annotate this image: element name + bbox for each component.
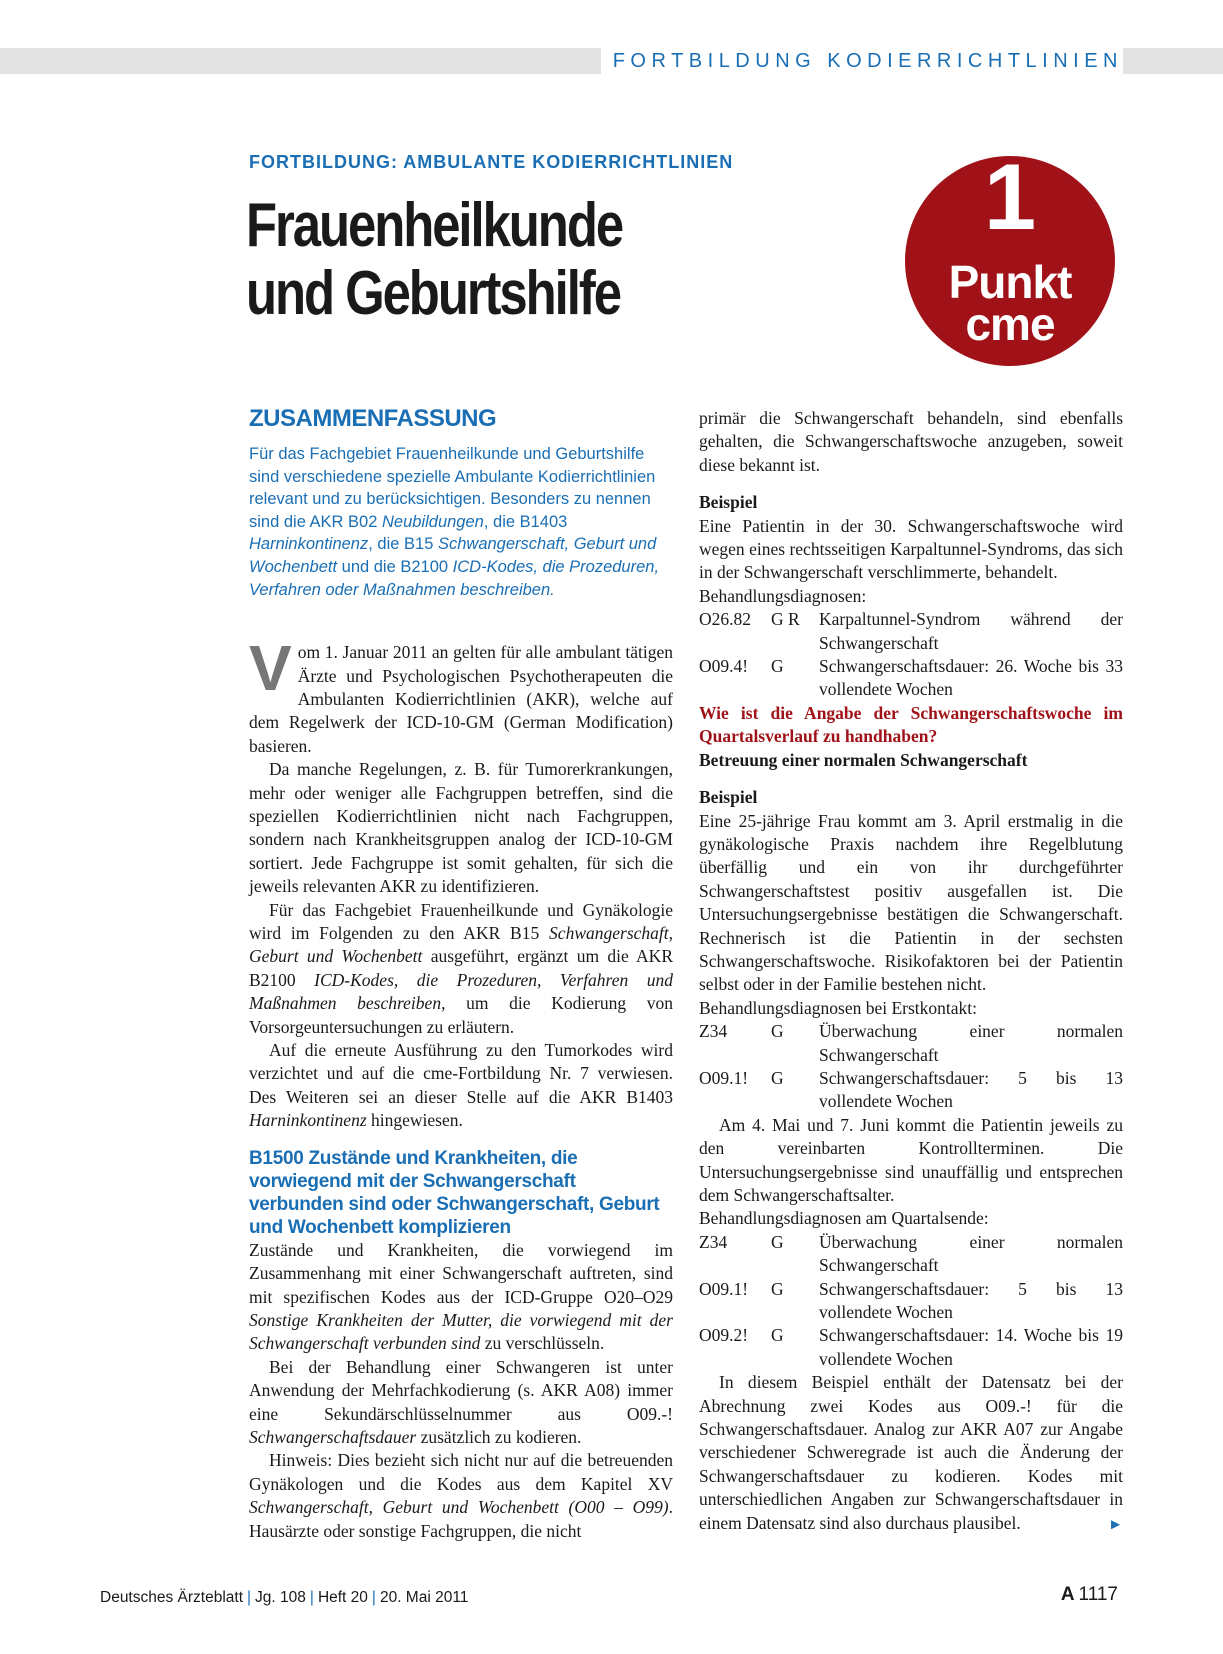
left-body [249,632,674,1133]
page-prefix: A [1060,1584,1075,1605]
text-run: Bei der Behandlung einer Schwangeren ist unter Anwendung der Mehrfachkodierung (s. AKR A08) immer eine Sekundärschlüsselnummer aus O09.-! [249,1356,673,1424]
text-italic: Sonstige Krankheiten der Mutter, die vorwiegend mit der Schwangerschaft verbunden sind [249,1309,673,1354]
text-italic: ICD-Kodes, die Prozeduren, Verfahren und Maßnahmen beschreiben, [249,969,673,1014]
intro-text: om 1. Januar 2011 an gelten für alle ambulant tätigen Ärzte und Psychologischen Psychotherapeuten die Ambulanten Kodierrichtlinien (AKR), welche auf dem Regelwerk der ICD-10-GM (German Modification) basieren. [249,642,673,756]
text-run: um die Kodierung von Vorsorgeuntersuchungen zu erläutern. [249,993,674,1037]
diagnosis-code: Z34 [699,1231,728,1252]
example-text: Eine 25-jährige Frau kommt am 3. April erstmalig in die gynäkologische Praxis nachdem ihre Regelblutung überfällig und ein von ihr durchgeführter Schwangerschaftstest positiv ausgefallen ist. Die Untersuchungsergebnisse bestätigen die Schwangerschaft. Rechnerisch ist die Patientin in der sechsten Schwangerschaftswoche. Risikofaktoren bei der Patientin selbst oder in der Familie bestehen nicht. [699,810,1123,995]
left-column [249,405,673,1543]
diagnosis-list-1 [699,608,1123,702]
summary-italic: ICD-Kodes, die Prozeduren, Verfahren oder Maßnahmen beschreiben. [249,557,660,599]
diagnosis-row [699,1020,1123,1067]
body-paragraph [699,1371,1123,1535]
section-heading-b1500: B1500 Zustände und Krankheiten, die vorwiegend mit der Schwangerschaft verbunden sind oder Schwangerschaft, Geburt und Wochenbett komplizieren [249,1147,660,1238]
diagnosis-row [699,1278,1123,1325]
article-title [246,192,622,328]
text-run: Hinweis: Dies bezieht sich nicht nur auf die betreuenden Gynäkologen und die Kodes aus dem Kapitel XV [249,1450,673,1494]
diagnosis-list-2 [699,1020,1123,1114]
title-line-2: und Geburtshilfe [246,259,620,328]
diagnosis-flag: G [771,1231,784,1252]
diagnosis-code: O09.4! [699,656,749,677]
footer-separator: | [371,1589,376,1606]
diagnosis-desc: Schwangerschaftsdauer: 14. Woche bis 19 vollendete Wochen [819,1325,1123,1369]
footer-citation [100,1589,468,1607]
subheading: Betreuung einer normalen Schwangerschaft [699,749,1028,770]
journal-date: 20. Mai 2011 [379,1589,469,1606]
summary-italic: Schwangerschaft, Geburt und Wochenbett [249,535,657,576]
left-body-2 [249,1239,673,1543]
diagnosis-flag: G [771,1021,784,1042]
diagnosis-flag: G [771,656,784,677]
diagnoses-label: Behandlungsdiagnosen: [699,585,867,606]
badge-label-cme: cme [965,298,1055,350]
journal-volume: Jg. 108 [255,1589,306,1606]
example-label: Beispiel [699,787,758,808]
diagnosis-flag: G R [771,609,800,630]
body-paragraph [249,1356,673,1450]
body-paragraph [249,1239,673,1356]
diagnosis-row [699,1231,1123,1278]
diagnosis-code: O09.1! [699,1067,749,1088]
text-italic: Harninkontinenz [249,1110,367,1131]
text-run: . Hausärzte oder sonstige Fachgruppen, die nicht [249,1497,673,1541]
summary-part: , die B1403 [483,512,568,531]
text-italic: Schwangerschaftsdauer [249,1426,417,1447]
footer-separator: | [247,1589,252,1606]
text-run: In diesem Beispiel enthält der Datensatz bei der Abrechnung zwei Kodes aus O09.-! für die Schwangerschaftsdauer. Analog zur AKR A07 zur Angabe verschiedener Schweregrade ist auch die Änderung der Schwangerschaftsdauer zu kodieren. Kodes mit unterschiedlichen Angaben zur Schwangerschaftsdauer in einem Datensatz sind also durchaus plausibel. [699,1372,1123,1533]
intro-paragraph [249,632,673,758]
diagnosis-desc: Schwangerschaftsdauer: 26. Woche bis 33 vollendete Wochen [819,656,1123,700]
page-number [1061,1584,1118,1606]
body-paragraph [249,899,673,1039]
running-head: FORTBILDUNG KODIERRICHTLINIEN [601,48,1123,74]
body-paragraph: Am 4. Mai und 7. Juni kommt die Patientin jeweils zu den vereinbarten Kontrollterminen. Die Untersuchungsergebnisse sind unauffällig und entsprechen dem Schwangerschaftsalter. [699,1114,1123,1205]
diagnosis-desc: Schwangerschaftsdauer: 5 bis 13 vollendete Wochen [819,1278,1123,1323]
body-paragraph [249,1449,673,1543]
question-heading: Wie ist die Angabe der Schwangerschaftswoche im Quartalsverlauf zu handhaben? [699,702,1123,747]
diagnosis-list-3 [699,1231,1123,1371]
diagnosis-code: Z34 [699,1021,728,1042]
diagnosis-code: O09.2! [699,1325,749,1346]
continue-arrow-icon[interactable]: ► [1108,1516,1123,1533]
text-italic: Schwangerschaft, Geburt und Wochenbett (O00 – O99) [249,1497,669,1518]
summary-part: Für das Fachgebiet Frauenheilkunde und Geburtshilfe sind verschiedene spezielle Ambulante Kodierrichtlinien relevant und zu berücksichtigen. Besonders zu nennen sind die AKR B02 [249,445,656,531]
body-paragraph [249,1039,673,1133]
text-italic: Schwangerschaft, Geburt und Wochenbett [249,923,673,967]
diagnosis-row [699,655,1123,702]
summary-italic: Neubildungen [382,512,484,531]
summary-text [249,443,673,601]
summary-heading: ZUSAMMENFASSUNG [249,405,497,432]
diagnosis-desc: Überwachung einer normalen Schwangerschaft [819,1231,1123,1276]
text-run: Für das Fachgebiet Frauenheilkunde und Gynäkologie wird im Folgenden zu den AKR B15 [249,899,673,944]
right-column [699,407,1123,1537]
article-kicker: FORTBILDUNG: AMBULANTE KODIERRICHTLINIEN [249,152,734,172]
body-paragraph: Da manche Regelungen, z. B. für Tumorerkrankungen, mehr oder weniger alle Fachgruppen betreffen, sind die speziellen Kodierrichtlinien nicht nach Fachgruppen, sondern nach Krankheitsgruppen analog der ICD-10-GM sortiert. Jede Fachgruppe ist somit gehalten, für sich die jeweils relevanten AKR zu identifizieren. [249,759,673,897]
diagnosis-code: O26.82 [699,609,752,630]
summary-part: und die B2100 [337,557,453,576]
diagnosis-desc: Karpaltunnel-Syndrom während der Schwangerschaft [819,609,1123,653]
diagnosis-desc: Schwangerschaftsdauer: 5 bis 13 vollendete Wochen [819,1067,1123,1112]
text-run: Auf die erneute Ausführung zu den Tumorkodes wird verzichtet und auf die cme-Fortbildung Nr. 7 verwiesen. Des Weiteren sei an dieser Stelle auf die AKR B1403 [249,1040,673,1107]
summary-part: , die B15 [368,535,438,554]
text-run: zusätzlich zu kodieren. [416,1426,582,1447]
badge-label-punkt: Punkt [948,256,1072,308]
diagnosis-flag: G [771,1067,784,1088]
body-paragraph: primär die Schwangerschaft behandeln, sind ebenfalls gehalten, die Schwangerschaftswoche anzugeben, soweit diese bekannt ist. [699,408,1123,475]
example-label: Beispiel [699,492,758,513]
text-run: Zustände und Krankheiten, die vorwiegend im Zusammenhang mit einer Schwangerschaft auftreten, sind mit spezifischen Kodes aus der ICD-Gruppe O20–O29 [249,1239,673,1307]
diagnosis-row [699,1324,1123,1371]
text-run: ausgeführt, ergänzt um die AKR B2100 [249,946,673,990]
text-run: zu verschlüsseln. [480,1333,605,1354]
title-line-1: Frauenheilkunde [246,191,623,260]
cme-points-badge [905,156,1115,366]
diagnoses-label: Behandlungsdiagnosen bei Erstkontakt: [699,997,978,1018]
diagnosis-row [699,1067,1123,1114]
badge-number: 1 [983,156,1037,249]
diagnosis-flag: G [771,1278,784,1299]
text-run: hingewiesen. [366,1110,463,1131]
diagnosis-row [699,608,1123,655]
spacer [699,477,1123,491]
summary-italic: Harninkontinenz [249,535,369,554]
example-text: Eine Patientin in der 30. Schwangerschaftswoche wird wegen eines rechtsseitigen Karpaltunnel-Syndroms, das sich in der Schwangerschaft verschlimmerte, behandelt. [699,515,1123,583]
drop-cap: V [249,632,292,705]
diagnosis-code: O09.1! [699,1278,749,1299]
diagnosis-desc: Überwachung einer normalen Schwangerschaft [819,1021,1123,1065]
journal-name: Deutsches Ärzteblatt [100,1589,244,1606]
journal-issue: Heft 20 [317,1589,368,1606]
diagnoses-label: Behandlungsdiagnosen am Quartalsende: [699,1208,989,1229]
page-number-value: 1117 [1078,1584,1118,1605]
footer-separator: | [309,1589,314,1606]
spacer [699,772,1123,786]
diagnosis-flag: G [771,1325,784,1346]
